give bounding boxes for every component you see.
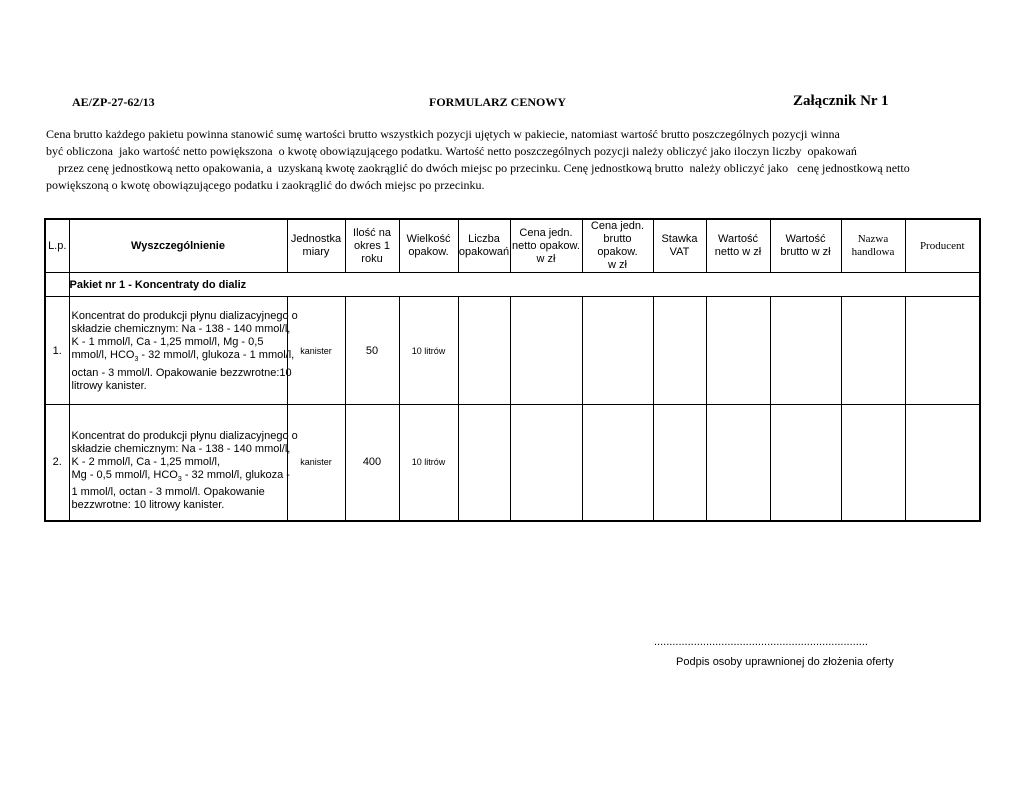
row-net-value[interactable] (706, 297, 770, 405)
intro-line-3: przez cenę jednostkową netto opakowania, a uzyskaną kwotę zaokrąglić do dwóch miejsc po przecinku. Cenę jednostkową brutto należy obliczyć jako cenę jednostkową netto (46, 161, 910, 175)
row-gross-value[interactable] (770, 405, 841, 521)
row-gross-value[interactable] (770, 297, 841, 405)
row-lp: 2. (45, 405, 69, 521)
row-vat[interactable] (653, 297, 706, 405)
row-quantity: 50 (345, 297, 399, 405)
row-lp: 1. (45, 297, 69, 405)
intro-line-4: powiększoną o kwotę obowiązującego podatku i zaokrąglić do dwóch miejsc po przecinku. (46, 178, 485, 192)
intro-line-2: być obliczona jako wartość netto powiększona o kwotę obowiązującego podatku. Wartość netto poszczególnych pozycji należy obliczyć jako iloczyn liczby opakowań (46, 144, 857, 158)
intro-paragraph (46, 126, 946, 194)
header-gross-value: Wartość brutto w zł (770, 219, 841, 273)
header-producer: Producent (905, 219, 980, 273)
row-quantity: 400 (345, 405, 399, 521)
header-pack-count: Liczba opakowań (458, 219, 510, 273)
row-pack-count[interactable] (458, 297, 510, 405)
header-quantity: Ilość na okres 1 roku (345, 219, 399, 273)
header-vat: Stawka VAT (653, 219, 706, 273)
header-unit-net: Cena jedn. netto opakow. w zł (510, 219, 582, 273)
intro-line-1: Cena brutto każdego pakietu powinna stanowić sumę wartości brutto wszystkich pozycji ujętych w pakiecie, natomiast wartość brutto poszczególnych pozycji winna (46, 127, 840, 141)
document-id: AE/ZP-27-62/13 (72, 95, 155, 109)
row-unit-gross[interactable] (582, 297, 653, 405)
table-header-row (45, 219, 980, 273)
row-unit-net[interactable] (510, 405, 582, 521)
annex-label: Załącznik Nr 1 (793, 93, 889, 109)
section-title: Pakiet nr 1 - Koncentraty do dializ (69, 273, 980, 297)
row-pack-count[interactable] (458, 405, 510, 521)
table-row (45, 297, 980, 405)
form-title: FORMULARZ CENOWY (429, 95, 566, 109)
header-unit: Jednostka miary (287, 219, 345, 273)
row-pack-size: 10 litrów (399, 405, 458, 521)
header-lp: L.p. (45, 219, 69, 273)
section-row (45, 273, 980, 297)
table-row (45, 405, 980, 521)
row-unit: kanister (287, 405, 345, 521)
row-producer[interactable] (905, 297, 980, 405)
row-pack-size: 10 litrów (399, 297, 458, 405)
row-description: Koncentrat do produkcji płynu dializacyjnego o składzie chemicznym: Na - 138 - 140 mmol/l, K - 2 mmol/l, Ca - 1,25 mmol/l, Mg - 0,5 mmol/l, $HCO_3 - 32$ mmol/l, glukoza - 1 mmol/l, octan - 3 mmol/l. Opakowanie bezzwrotne: 10 litrowy kanister. (69, 405, 287, 521)
row-vat[interactable] (653, 405, 706, 521)
row-producer[interactable] (905, 405, 980, 521)
row-net-value[interactable] (706, 405, 770, 521)
row-unit-net[interactable] (510, 297, 582, 405)
header-unit-gross: Cena jedn. brutto opakow. w zł (582, 219, 653, 273)
header-description: Wyszczególnienie (69, 219, 287, 273)
row-unit-gross[interactable] (582, 405, 653, 521)
signature-line: ...................................................................... (654, 636, 868, 648)
price-table (44, 218, 981, 522)
row-description: Koncentrat do produkcji płynu dializacyjnego o składzie chemicznym: Na - 138 - 140 mmol/l, K - 1 mmol/l, Ca - 1,25 mmol/l, Mg - 0,5 mmol/l, $HCO_3 - 32$ mmol/l, glukoza - 1 mmol/l, octan - 3 mmol/l. Opakowanie bezzwrotne:10 litrowy kanister. (69, 297, 287, 405)
row-unit: kanister (287, 297, 345, 405)
header-trade-name: Nazwa handlowa (841, 219, 905, 273)
header-pack-size: Wielkość opakow. (399, 219, 458, 273)
header-net-value: Wartość netto w zł (706, 219, 770, 273)
row-trade-name[interactable] (841, 297, 905, 405)
signature-caption: Podpis osoby uprawnionej do złożenia oferty (676, 656, 894, 668)
row-trade-name[interactable] (841, 405, 905, 521)
